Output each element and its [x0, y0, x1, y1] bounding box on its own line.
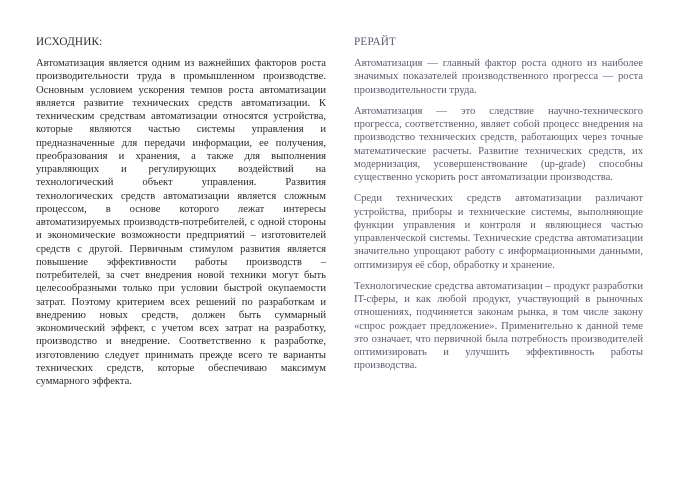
- rewrite-column: [354, 36, 643, 381]
- rewrite-paragraph: Технологические средства автоматизации – продукт разработки IT-сферы, и как любой продукт, участвующий в рыночных отношениях, подчиняется законам рынка, в том числе закону «спрос рождает предложение». Применительно к данной теме это означает, что первичной была потребность производителей оптимизировать и улучшить эффективность работы производства.: [354, 280, 643, 372]
- original-paragraph: Автоматизация является одним из важнейших факторов роста производительности труда в промышленном производстве. Основным условием ускорения темпов роста автоматизации является развитие технических средств автоматизации. К техническим средствам автоматизации относятся устройства, которые являются частью системы управления и предназначенные для передачи информации, ее получения, преобразования и хранения, а также для выполнения управляющих и регулирующих воздействий на технологический объект управления. Развития технологических средств автоматизации является сложным процессом, в основе которого лежат интересы автоматизируемых производств-потребителей, с одной стороны и экономические возможности предприятий – изготовителей средств с другой. Первичным стимулом развития является повышение эффективности работы производств – потребителей, за счет внедрения новой техники могут быть целесообразными только при условии быстрой окупаемости затрат. Поэтому критерием всех решений по разработкам и внедрению новых средств, должен быть суммарный экономический эффект, с учетом всех затрат на разработку, производство и внедрение. Соответственно к разработке, изготовлению следует принимать прежде всего те варианты технических средств, которые обеспечиваю максимум суммарного эффекта.: [36, 58, 326, 387]
- original-column: [36, 36, 326, 396]
- original-heading: ИСХОДНИК:: [36, 36, 103, 48]
- rewrite-paragraph: Среди технических средств автоматизации различают устройства, приборы и технические системы, выполняющие функции управления и контроля и являющиеся частью управленческой системы. Технические средства автоматизации значительно упрощают работу с информационными данными, оптимизируя её сбор, обработку и хранение.: [354, 193, 643, 271]
- rewrite-heading: РЕРАЙТ: [354, 36, 397, 48]
- rewrite-paragraph: Автоматизация — это следствие научно-технического прогресса, соответственно, являет собой процесс внедрения на производство технических средств, работающих через точные математические расчеты. Развитие технических средств, их модернизация, усовершенствование (up-grade) способны существенно ускорить рост автоматизации производства.: [354, 105, 643, 183]
- rewrite-paragraph: Автоматизация — главный фактор роста одного из наиболее значимых показателей производственного прогресса — роста производительности труда.: [354, 58, 643, 96]
